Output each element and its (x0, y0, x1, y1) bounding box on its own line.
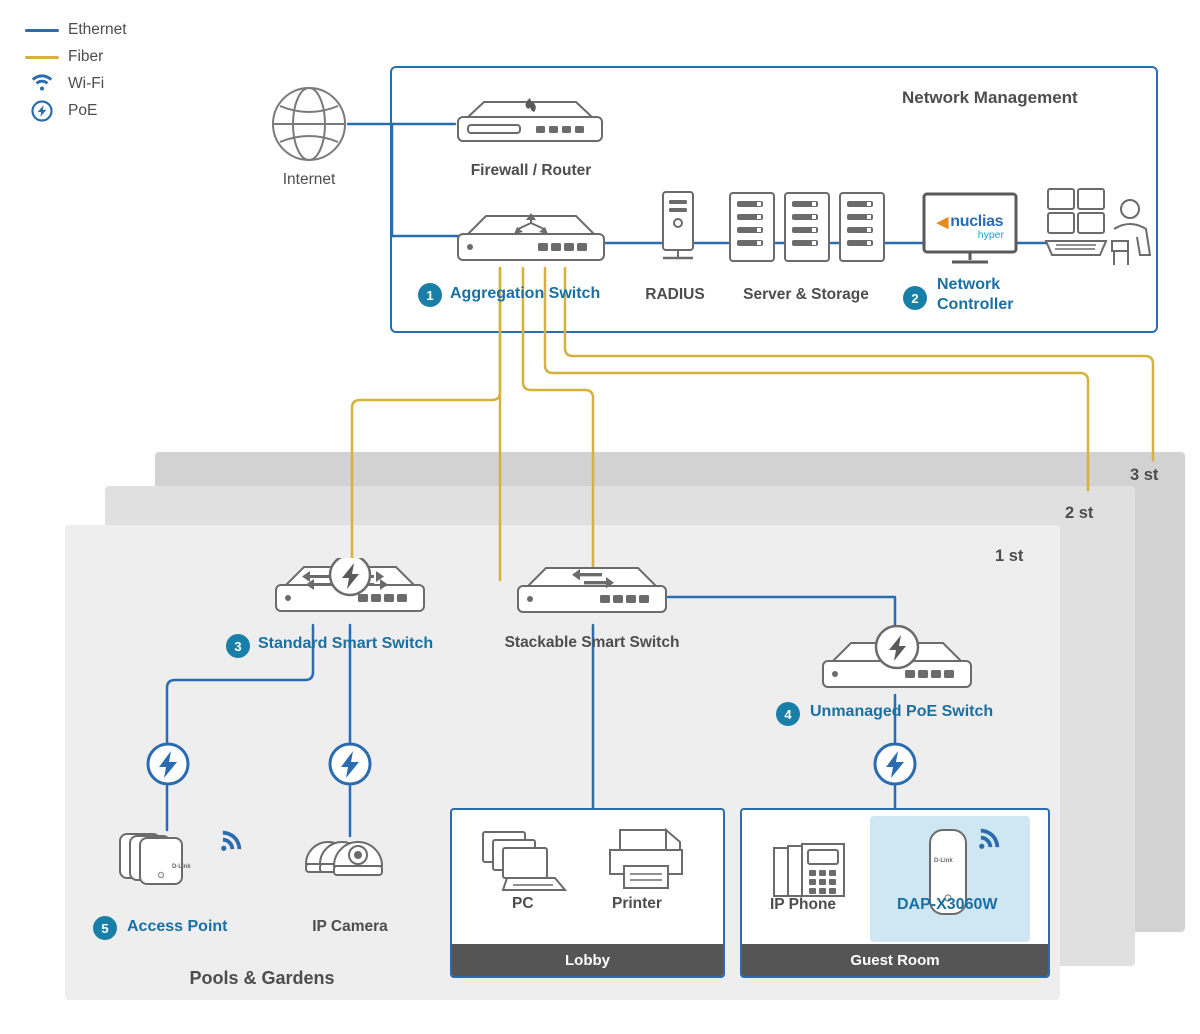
access-point-icon (118, 826, 208, 903)
room-lobby (450, 808, 725, 978)
radius-label: RADIUS (645, 286, 705, 303)
floor-2-label: 2 st (1065, 504, 1094, 522)
internet-globe-icon (270, 85, 348, 168)
standard-smart-switch-icon (268, 558, 433, 628)
legend-label-poe: PoE (68, 102, 98, 119)
unmanaged-poe-switch-icon (815, 625, 980, 702)
poe-icon-access-point (146, 742, 190, 791)
wifi-icon-access-point (212, 826, 246, 865)
badge-4: 4 (776, 702, 800, 726)
nuclias-name: nuclias (950, 213, 1004, 230)
poe-icon (22, 100, 62, 122)
room-lobby-body (452, 810, 723, 944)
fiber-line-icon (22, 56, 62, 59)
badge-2: 2 (903, 286, 927, 310)
radius-server-icon (655, 190, 701, 273)
legend-label-fiber: Fiber (68, 48, 104, 65)
wifi-icon (22, 74, 62, 94)
legend-item-poe (22, 99, 127, 123)
operator-workstation-icon (1044, 185, 1154, 275)
firewall-router-icon (450, 95, 610, 155)
poe-icon-dap (873, 742, 917, 791)
stackable-smart-switch-icon (510, 560, 675, 627)
room-lobby-title: Lobby (452, 944, 723, 976)
badge-3: 3 (226, 634, 250, 658)
printer-label: Printer (612, 895, 662, 912)
access-point-brand: D-Link (172, 864, 191, 870)
access-point-label: Access Point (127, 918, 228, 935)
nuclias-sub: hyper (977, 229, 1004, 241)
internet-label: Internet (282, 171, 336, 188)
dap-label: DAP-X3060W (897, 896, 998, 913)
network-management-title: Network Management (902, 88, 1078, 107)
legend (22, 18, 127, 126)
floor-1-label: 1 st (995, 547, 1024, 565)
dap-brand: D-Link (934, 858, 953, 864)
room-guest (740, 808, 1050, 978)
wifi-icon-dap (970, 824, 1004, 863)
badge-1: 1 (418, 283, 442, 307)
network-controller-label-2: Controller (937, 296, 1014, 313)
floor-3-label: 3 st (1130, 466, 1159, 484)
ip-camera-label: IP Camera (312, 918, 388, 935)
pc-icon (477, 828, 573, 905)
firewall-router-label: Firewall / Router (470, 162, 592, 179)
room-guest-body (742, 810, 1048, 944)
room-guest-title: Guest Room (742, 944, 1048, 976)
stackable-smart-switch-label: Stackable Smart Switch (504, 634, 680, 651)
aggregation-switch-label: Aggregation Switch (450, 285, 601, 302)
standard-smart-switch-label: Standard Smart Switch (258, 635, 434, 652)
printer-icon (600, 826, 692, 905)
server-storage-icon (728, 190, 886, 273)
network-controller-label-1: Network (937, 276, 1001, 293)
pc-label: PC (512, 895, 534, 912)
aggregation-switch-icon (450, 208, 612, 275)
badge-5: 5 (93, 916, 117, 940)
legend-item-fiber (22, 45, 127, 69)
ip-camera-icon (300, 830, 406, 905)
server-storage-label: Server & Storage (743, 286, 869, 303)
unmanaged-poe-switch-label: Unmanaged PoE Switch (810, 703, 994, 720)
ip-phone-icon (768, 830, 862, 905)
poe-icon-ip-camera (328, 742, 372, 791)
pools-gardens-label: Pools & Gardens (189, 968, 335, 988)
legend-item-ethernet (22, 18, 127, 42)
ethernet-line-icon (22, 29, 62, 32)
legend-label-ethernet: Ethernet (68, 21, 127, 38)
nuclias-brand: ◀ nuclias hyper (936, 213, 1004, 241)
ip-phone-label: IP Phone (770, 896, 837, 913)
legend-label-wifi: Wi-Fi (68, 75, 105, 92)
legend-item-wifi (22, 72, 127, 96)
